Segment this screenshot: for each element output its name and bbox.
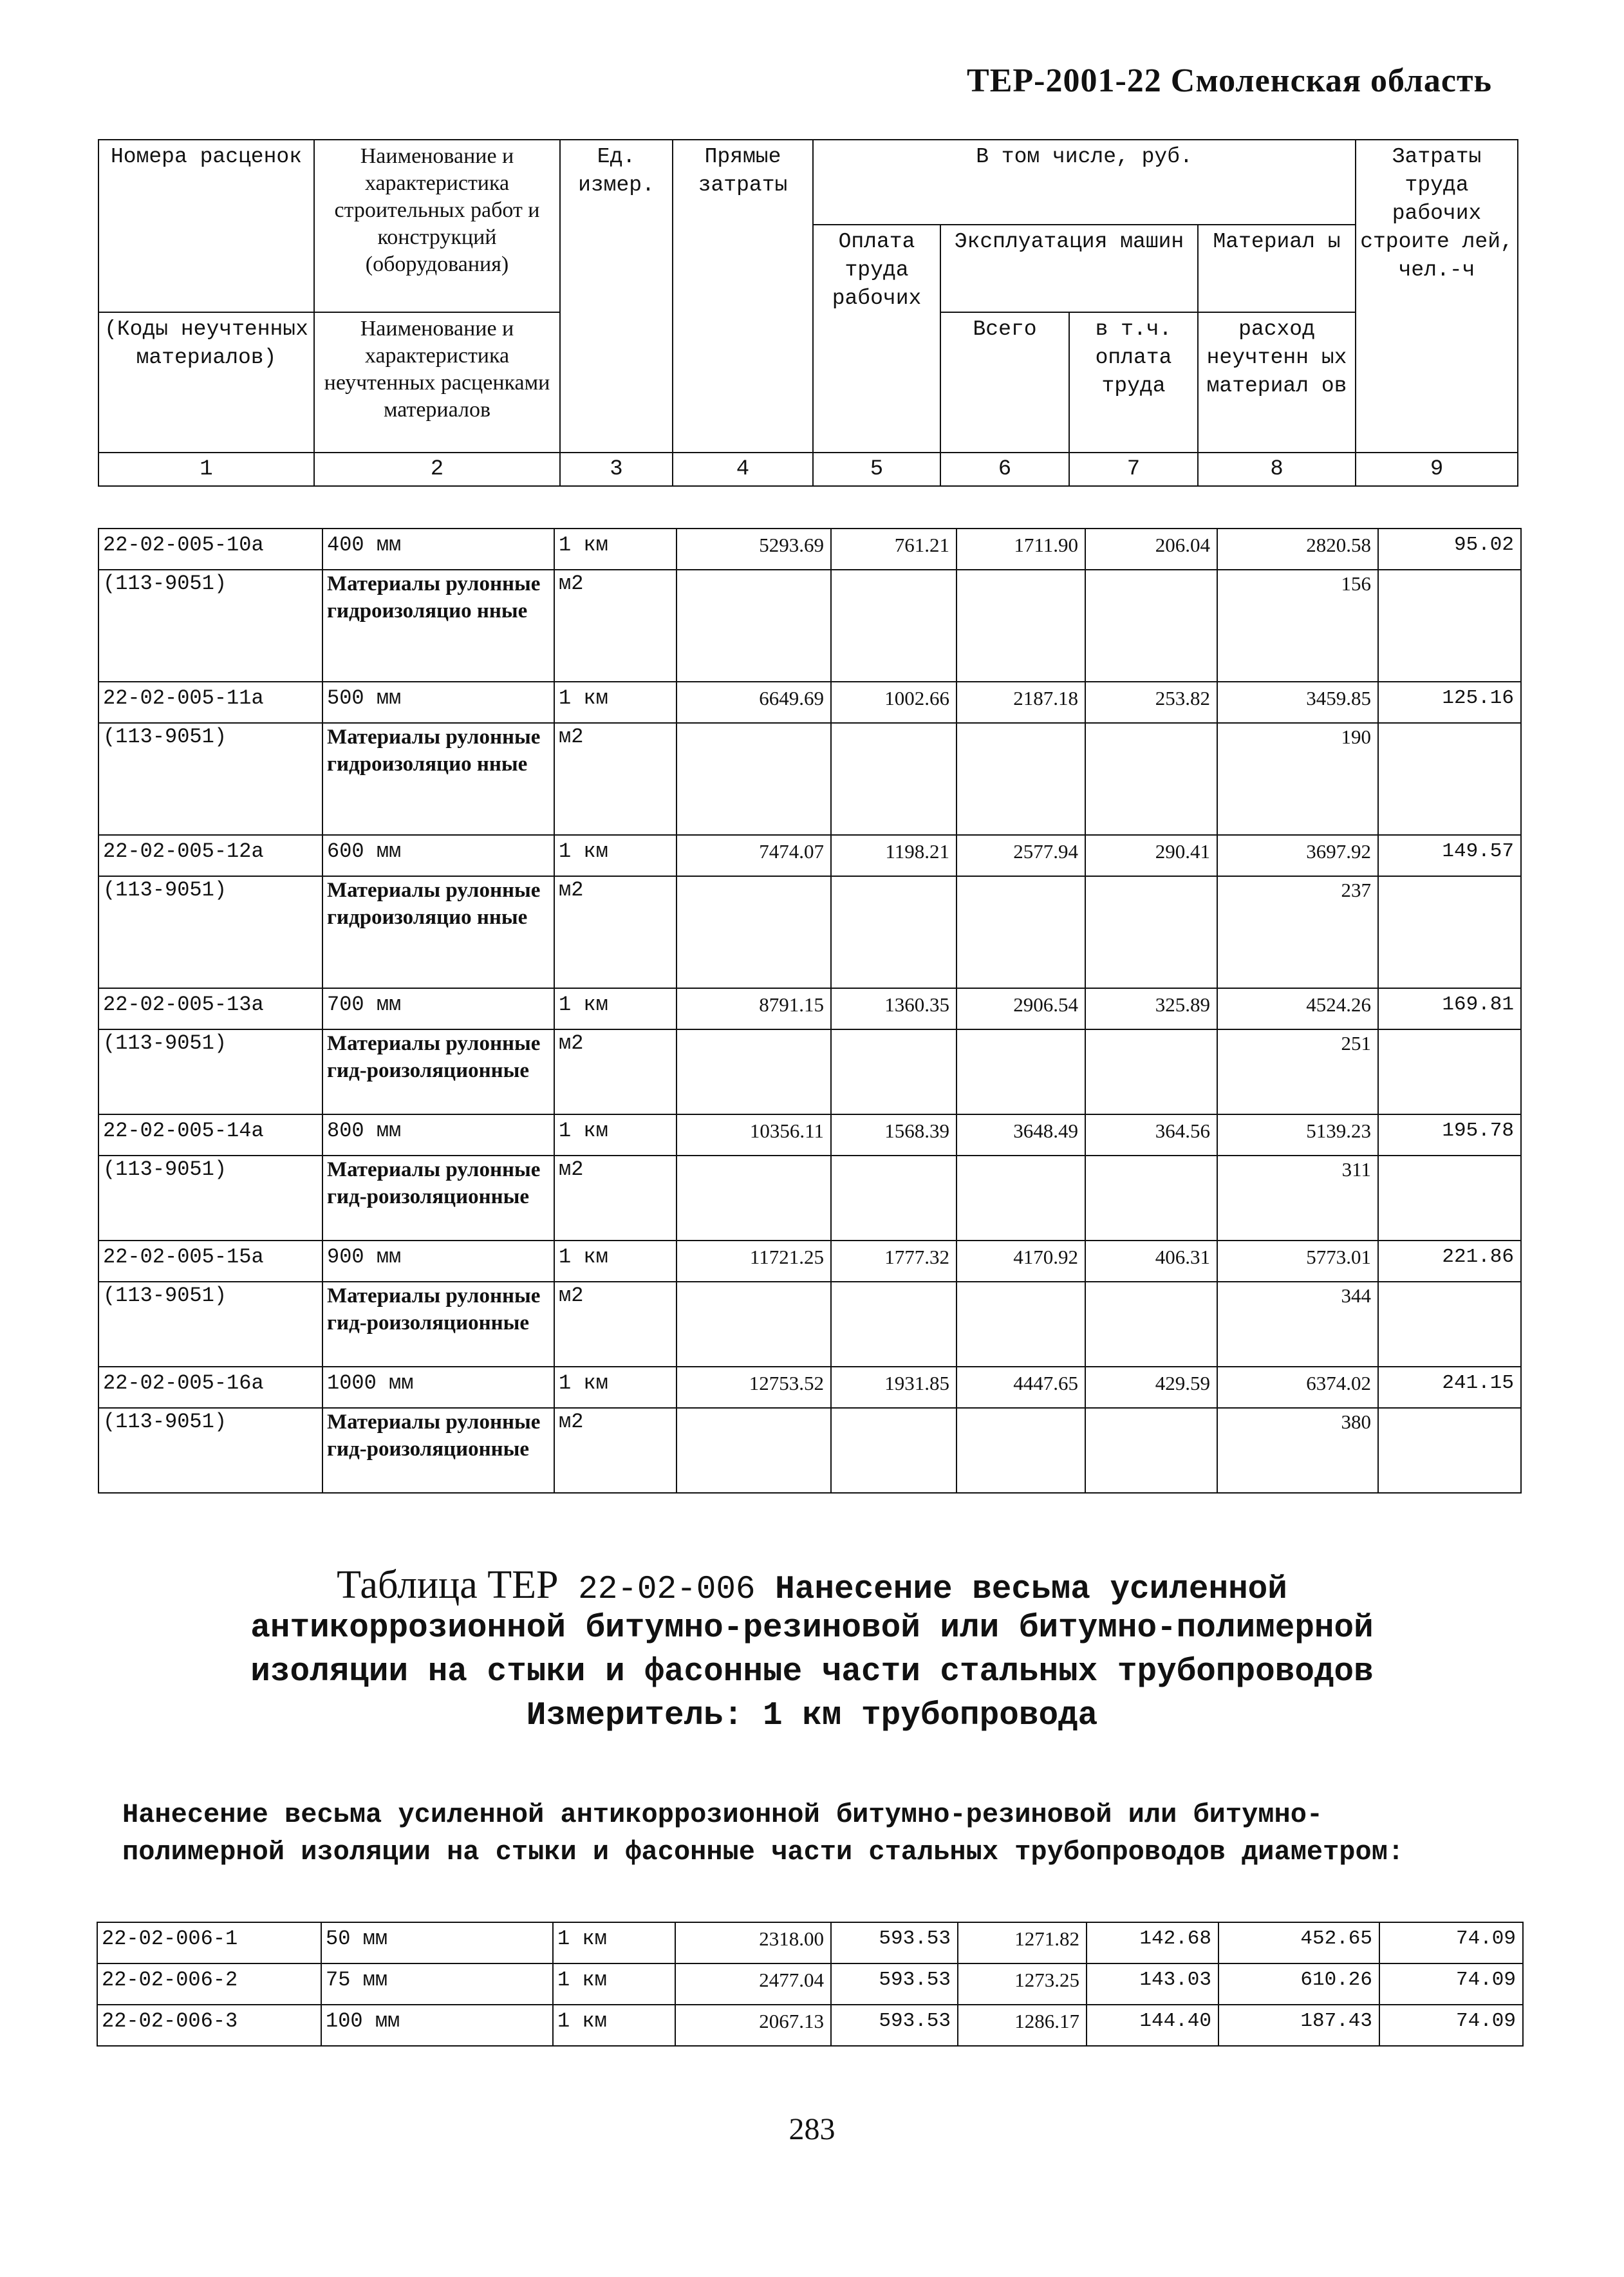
material-code: (113-9051) [98, 1156, 322, 1241]
materials-cost: 4524.26 [1217, 988, 1378, 1029]
machines-total: 1273.25 [958, 1963, 1087, 2005]
empty-cell [831, 876, 957, 988]
labor-hours: 74.09 [1379, 1922, 1523, 1963]
direct-costs: 6649.69 [677, 682, 831, 723]
rate-code: 22-02-005-12a [98, 835, 322, 876]
labor-pay: 593.53 [831, 2005, 958, 2046]
material-usage: 190 [1217, 723, 1378, 835]
col-header-machines: Эксплуатация машин [940, 225, 1198, 312]
rate-code: 22-02-005-14a [98, 1114, 322, 1156]
labor-hours: 221.86 [1378, 1241, 1521, 1282]
material-name: Материалы рулонные гид-роизоляционные [322, 1029, 554, 1114]
material-usage: 237 [1217, 876, 1378, 988]
rate-unit: 1 км [554, 1367, 677, 1408]
material-unit: м2 [554, 1029, 677, 1114]
rate-unit: 1 км [553, 1963, 675, 2005]
column-header-table [98, 139, 1518, 487]
empty-cell [677, 1408, 831, 1493]
labor-hours: 74.09 [1379, 1963, 1523, 2005]
table-title-measure: Измеритель: 1 км трубопровода [526, 1698, 1098, 1734]
rate-diameter: 100 мм [321, 2005, 553, 2046]
material-code: (113-9051) [98, 1408, 322, 1493]
rate-unit: 1 км [553, 1922, 675, 1963]
material-code: (113-9051) [98, 570, 322, 682]
direct-costs: 2067.13 [675, 2005, 831, 2046]
machines-labor: 406.31 [1085, 1241, 1217, 1282]
material-unit: м2 [554, 876, 677, 988]
direct-costs: 5293.69 [677, 529, 831, 570]
machines-labor: 206.04 [1085, 529, 1217, 570]
labor-pay: 761.21 [831, 529, 957, 570]
empty-cell [1378, 1156, 1521, 1241]
material-usage: 311 [1217, 1156, 1378, 1241]
rate-unit: 1 км [553, 2005, 675, 2046]
materials-cost: 2820.58 [1217, 529, 1378, 570]
labor-hours: 149.57 [1378, 835, 1521, 876]
material-row [98, 1408, 1521, 1493]
rate-row [98, 835, 1521, 876]
labor-hours: 241.15 [1378, 1367, 1521, 1408]
rate-unit: 1 км [554, 1241, 677, 1282]
direct-costs: 2477.04 [675, 1963, 831, 2005]
column-number: 3 [560, 453, 673, 486]
material-row [98, 1282, 1521, 1367]
col-header-direct-costs: Прямые затраты [673, 140, 813, 453]
material-row [98, 876, 1521, 988]
rate-unit: 1 км [554, 1114, 677, 1156]
table-title-line2: антикоррозионной битумно-резиновой или битумно-полимерной [250, 1610, 1374, 1647]
empty-cell [1378, 570, 1521, 682]
rate-row [98, 1241, 1521, 1282]
rate-code: 22-02-006-3 [97, 2005, 321, 2046]
material-usage: 251 [1217, 1029, 1378, 1114]
col-header-work-name: Наименование и характеристика строительных работ и конструкций (оборудования) [314, 140, 560, 312]
materials-cost: 187.43 [1218, 2005, 1379, 2046]
rate-diameter: 400 мм [322, 529, 554, 570]
empty-cell [957, 1156, 1085, 1241]
labor-pay: 593.53 [831, 1963, 958, 2005]
empty-cell [831, 723, 957, 835]
rate-row [97, 1922, 1523, 1963]
machines-total: 2187.18 [957, 682, 1085, 723]
table-title [0, 1563, 1624, 1612]
machines-labor: 143.03 [1087, 1963, 1218, 2005]
empty-cell [1085, 570, 1217, 682]
material-unit: м2 [554, 1282, 677, 1367]
materials-cost: 610.26 [1218, 1963, 1379, 2005]
machines-labor: 142.68 [1087, 1922, 1218, 1963]
machines-labor: 253.82 [1085, 682, 1217, 723]
empty-cell [677, 1282, 831, 1367]
empty-cell [957, 1282, 1085, 1367]
material-code: (113-9051) [98, 876, 322, 988]
material-code: (113-9051) [98, 723, 322, 835]
material-name: Материалы рулонные гидроизоляцио нные [322, 570, 554, 682]
machines-labor: 144.40 [1087, 2005, 1218, 2046]
column-number: 2 [314, 453, 560, 486]
rate-row [98, 1114, 1521, 1156]
rate-code: 22-02-006-1 [97, 1922, 321, 1963]
direct-costs: 10356.11 [677, 1114, 831, 1156]
col-header-material-usage: расход неучтенн ых материал ов [1198, 312, 1356, 453]
empty-cell [677, 570, 831, 682]
rate-row [98, 988, 1521, 1029]
table-title-number: 22-02-006 [578, 1571, 756, 1608]
material-row [98, 1156, 1521, 1241]
empty-cell [957, 1029, 1085, 1114]
column-number: 9 [1356, 453, 1518, 486]
rate-row [97, 2005, 1523, 2046]
machines-total: 4447.65 [957, 1367, 1085, 1408]
empty-cell [957, 570, 1085, 682]
labor-pay: 1198.21 [831, 835, 957, 876]
empty-cell [677, 723, 831, 835]
rate-code: 22-02-005-13a [98, 988, 322, 1029]
machines-labor: 364.56 [1085, 1114, 1217, 1156]
col-header-machines-labor: в т.ч. оплата труда [1069, 312, 1198, 453]
labor-hours: 195.78 [1378, 1114, 1521, 1156]
column-number: 4 [673, 453, 813, 486]
machines-labor: 290.41 [1085, 835, 1217, 876]
direct-costs: 8791.15 [677, 988, 831, 1029]
direct-costs: 12753.52 [677, 1367, 831, 1408]
column-number: 5 [813, 453, 940, 486]
labor-pay: 1568.39 [831, 1114, 957, 1156]
rates-table-22-02-005 [98, 528, 1522, 1494]
column-number: 7 [1069, 453, 1198, 486]
machines-labor: 429.59 [1085, 1367, 1217, 1408]
rate-row [98, 682, 1521, 723]
empty-cell [1378, 876, 1521, 988]
rate-code: 22-02-006-2 [97, 1963, 321, 2005]
material-usage: 380 [1217, 1408, 1378, 1493]
material-name: Материалы рулонные гид-роизоляционные [322, 1408, 554, 1493]
rate-diameter: 900 мм [322, 1241, 554, 1282]
empty-cell [1085, 876, 1217, 988]
empty-cell [957, 1408, 1085, 1493]
materials-cost: 5773.01 [1217, 1241, 1378, 1282]
materials-cost: 3697.92 [1217, 835, 1378, 876]
page-header: ТЕР-2001-22 Смоленская область [967, 62, 1492, 99]
rate-unit: 1 км [554, 682, 677, 723]
col-header-materials: Материал ы [1198, 225, 1356, 312]
material-unit: м2 [554, 570, 677, 682]
col-header-including: В том числе, руб. [813, 140, 1356, 225]
empty-cell [957, 876, 1085, 988]
empty-cell [831, 1282, 957, 1367]
material-name: Материалы рулонные гидроизоляцио нные [322, 723, 554, 835]
empty-cell [1378, 723, 1521, 835]
direct-costs: 2318.00 [675, 1922, 831, 1963]
rate-unit: 1 км [554, 529, 677, 570]
material-name: Материалы рулонные гидроизоляцио нные [322, 876, 554, 988]
table-title-line1: Нанесение весьма усиленной [775, 1571, 1287, 1608]
material-code: (113-9051) [98, 1282, 322, 1367]
material-name: Материалы рулонные гид-роизоляционные [322, 1156, 554, 1241]
empty-cell [677, 1029, 831, 1114]
empty-cell [1085, 1156, 1217, 1241]
direct-costs: 7474.07 [677, 835, 831, 876]
col-header-unit: Ед. измер. [560, 140, 673, 453]
rate-diameter: 700 мм [322, 988, 554, 1029]
labor-hours: 74.09 [1379, 2005, 1523, 2046]
empty-cell [831, 1408, 957, 1493]
material-usage: 156 [1217, 570, 1378, 682]
material-unit: м2 [554, 1408, 677, 1493]
rate-code: 22-02-005-10a [98, 529, 322, 570]
empty-cell [1085, 1029, 1217, 1114]
empty-cell [831, 570, 957, 682]
table-title-prefix: Таблица ТЕР [337, 1563, 559, 1607]
rate-row [98, 1367, 1521, 1408]
materials-cost: 6374.02 [1217, 1367, 1378, 1408]
page-number: 283 [789, 2112, 835, 2146]
col-header-labor-pay: Оплата труда рабочих [813, 225, 940, 453]
empty-cell [957, 723, 1085, 835]
empty-cell [1085, 1282, 1217, 1367]
direct-costs: 11721.25 [677, 1241, 831, 1282]
empty-cell [1378, 1029, 1521, 1114]
rates-table-22-02-006 [97, 1922, 1524, 2047]
column-number-row [98, 453, 1518, 486]
machines-total: 2906.54 [957, 988, 1085, 1029]
labor-pay: 1002.66 [831, 682, 957, 723]
rate-diameter: 50 мм [321, 1922, 553, 1963]
col-header-machines-total: Всего [940, 312, 1069, 453]
rate-unit: 1 км [554, 988, 677, 1029]
rate-code: 22-02-005-11a [98, 682, 322, 723]
labor-pay: 593.53 [831, 1922, 958, 1963]
rate-row [98, 529, 1521, 570]
machines-total: 1271.82 [958, 1922, 1087, 1963]
material-unit: м2 [554, 1156, 677, 1241]
column-number: 6 [940, 453, 1069, 486]
rate-diameter: 1000 мм [322, 1367, 554, 1408]
rate-diameter: 600 мм [322, 835, 554, 876]
empty-cell [1085, 1408, 1217, 1493]
labor-hours: 125.16 [1378, 682, 1521, 723]
col-header-material-codes: (Коды неучтенных материалов) [98, 312, 314, 453]
rate-diameter: 500 мм [322, 682, 554, 723]
material-row [98, 570, 1521, 682]
empty-cell [677, 1156, 831, 1241]
empty-cell [1085, 723, 1217, 835]
empty-cell [677, 876, 831, 988]
material-usage: 344 [1217, 1282, 1378, 1367]
labor-pay: 1360.35 [831, 988, 957, 1029]
materials-cost: 3459.85 [1217, 682, 1378, 723]
material-code: (113-9051) [98, 1029, 322, 1114]
rate-row [97, 1963, 1523, 2005]
labor-hours: 169.81 [1378, 988, 1521, 1029]
materials-cost: 5139.23 [1217, 1114, 1378, 1156]
rate-code: 22-02-005-15a [98, 1241, 322, 1282]
rate-diameter: 75 мм [321, 1963, 553, 2005]
material-name: Материалы рулонные гид-роизоляционные [322, 1282, 554, 1367]
empty-cell [1378, 1282, 1521, 1367]
col-header-labor-hours: Затраты труда рабочих строите лей, чел.-ч [1356, 140, 1518, 453]
table-title-line3: изоляции на стыки и фасонные части стальных трубопроводов [250, 1654, 1374, 1691]
machines-total: 3648.49 [957, 1114, 1085, 1156]
machines-total: 1286.17 [958, 2005, 1087, 2046]
column-number: 1 [98, 453, 314, 486]
col-header-rate-numbers: Номера расценок [98, 140, 314, 312]
empty-cell [831, 1156, 957, 1241]
rate-code: 22-02-005-16a [98, 1367, 322, 1408]
materials-cost: 452.65 [1218, 1922, 1379, 1963]
material-unit: м2 [554, 723, 677, 835]
empty-cell [1378, 1408, 1521, 1493]
labor-pay: 1931.85 [831, 1367, 957, 1408]
material-row [98, 1029, 1521, 1114]
labor-hours: 95.02 [1378, 529, 1521, 570]
rate-diameter: 800 мм [322, 1114, 554, 1156]
machines-total: 4170.92 [957, 1241, 1085, 1282]
rate-unit: 1 км [554, 835, 677, 876]
machines-labor: 325.89 [1085, 988, 1217, 1029]
column-number: 8 [1198, 453, 1356, 486]
machines-total: 2577.94 [957, 835, 1085, 876]
section-intro-text: Нанесение весьма усиленной антикоррозионной битумно-резиновой или битумно-полимерной изоляции на стыки и фасонные части стальных трубопроводов диаметром: [122, 1799, 1405, 1868]
empty-cell [831, 1029, 957, 1114]
col-header-material-names: Наименование и характеристика неучтенных расценками материалов [314, 312, 560, 453]
machines-total: 1711.90 [957, 529, 1085, 570]
material-row [98, 723, 1521, 835]
labor-pay: 1777.32 [831, 1241, 957, 1282]
